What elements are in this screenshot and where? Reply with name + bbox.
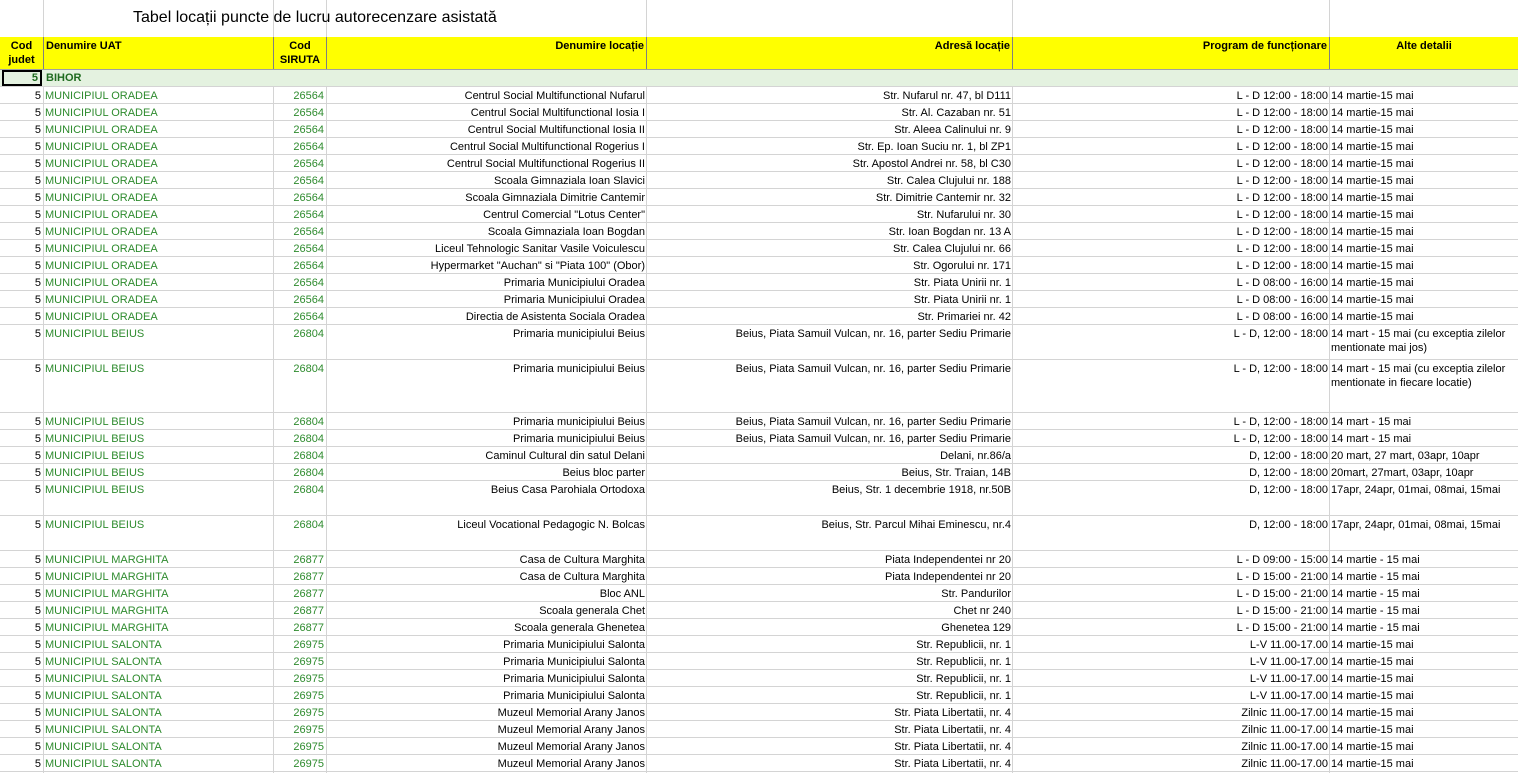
cell-cod-siruta[interactable]: 26804 (293, 416, 324, 428)
cell-cod-judet[interactable]: 5 (34, 158, 41, 170)
cell-denumire-locatie[interactable]: Primaria municipiului Beius (512, 433, 645, 445)
cell-alte-detalii[interactable]: 14 martie-15 mai (1331, 90, 1414, 102)
cell-cod-judet[interactable]: 5 (34, 192, 41, 204)
group-name[interactable]: BIHOR (46, 72, 82, 84)
cell-cod-siruta[interactable]: 26564 (293, 90, 324, 102)
cell-cod-siruta[interactable]: 26804 (293, 450, 324, 462)
cell-denumire-uat[interactable]: MUNICIPIUL MARGHITA (45, 571, 169, 583)
cell-alte-detalii[interactable]: 20mart, 27mart, 03apr, 10apr (1331, 467, 1474, 479)
cell-adresa-locatie[interactable]: Str. Calea Clujului nr. 188 (886, 175, 1011, 187)
cell-adresa-locatie[interactable]: Piata Independentei nr 20 (885, 554, 1011, 566)
cell-program[interactable]: Zilnic 11.00-17.00 (1241, 741, 1328, 753)
cell-alte-detalii[interactable]: 14 martie-15 mai (1331, 707, 1414, 719)
cell-alte-detalii[interactable]: 14 martie - 15 mai (1331, 571, 1420, 583)
table-row (0, 551, 1518, 568)
cell-adresa-locatie[interactable]: Delani, nr.86/a (940, 450, 1011, 462)
cell-program[interactable]: L - D 12:00 - 18:00 (1236, 175, 1328, 187)
table-row (0, 206, 1518, 223)
cell-denumire-uat[interactable]: MUNICIPIUL BEIUS (45, 328, 145, 340)
cell-program[interactable]: D, 12:00 - 18:00 (1249, 519, 1328, 531)
cell-denumire-uat[interactable]: MUNICIPIUL BEIUS (45, 484, 145, 496)
cell-adresa-locatie[interactable]: Str. Piata Libertatii, nr. 4 (894, 707, 1011, 719)
table-row (0, 240, 1518, 257)
cell-cod-judet[interactable]: 5 (34, 673, 41, 685)
cell-denumire-uat[interactable]: MUNICIPIUL SALONTA (45, 758, 162, 770)
cell-program[interactable]: L-V 11.00-17.00 (1249, 656, 1328, 668)
header-cod-judet[interactable]: Cod judet (0, 37, 44, 69)
cell-cod-siruta[interactable]: 26975 (293, 656, 324, 668)
cell-denumire-uat[interactable]: MUNICIPIUL ORADEA (45, 90, 158, 102)
cell-denumire-uat[interactable]: MUNICIPIUL MARGHITA (45, 622, 169, 634)
cell-denumire-locatie[interactable]: Beius bloc parter (562, 467, 645, 479)
cell-denumire-uat[interactable]: MUNICIPIUL ORADEA (45, 175, 158, 187)
cell-denumire-locatie[interactable]: Liceul Vocational Pedagogic N. Bolcas (457, 519, 645, 531)
cell-cod-siruta[interactable]: 26975 (293, 639, 324, 651)
cell-denumire-uat[interactable]: MUNICIPIUL SALONTA (45, 690, 162, 702)
cell-program[interactable]: L - D 15:00 - 21:00 (1236, 605, 1328, 617)
cell-cod-siruta[interactable]: 26564 (293, 209, 324, 221)
cell-denumire-uat[interactable]: MUNICIPIUL ORADEA (45, 311, 158, 323)
table-row (0, 87, 1518, 104)
cell-denumire-locatie[interactable]: Hypermarket "Auchan" si "Piata 100" (Obor) (430, 260, 645, 272)
table-row (0, 274, 1518, 291)
cell-cod-judet[interactable]: 5 (34, 226, 41, 238)
cell-program[interactable]: L - D, 12:00 - 18:00 (1233, 328, 1328, 340)
cell-adresa-locatie[interactable]: Beius, Str. Parcul Mihai Eminescu, nr.4 (821, 519, 1011, 531)
cell-cod-judet[interactable]: 5 (34, 450, 41, 462)
table-row (0, 104, 1518, 121)
cell-cod-judet[interactable]: 5 (34, 311, 41, 323)
cell-denumire-uat[interactable]: MUNICIPIUL BEIUS (45, 467, 145, 479)
cell-denumire-locatie[interactable]: Centrul Social Multifunctional Rogerius II (446, 158, 645, 170)
table-row (0, 155, 1518, 172)
cell-denumire-locatie[interactable]: Primaria municipiului Beius (512, 416, 645, 428)
cell-alte-detalii[interactable]: 14 martie-15 mai (1331, 158, 1414, 170)
cell-alte-detalii[interactable]: 14 martie - 15 mai (1331, 605, 1420, 617)
cell-cod-siruta[interactable]: 26564 (293, 141, 324, 153)
cell-alte-detalii[interactable]: 14 martie-15 mai (1331, 277, 1414, 289)
cell-adresa-locatie[interactable]: Beius, Piata Samuil Vulcan, nr. 16, parter Sediu Primarie (735, 328, 1011, 340)
cell-program[interactable]: L - D 15:00 - 21:00 (1236, 571, 1328, 583)
cell-program[interactable]: L - D 08:00 - 16:00 (1236, 294, 1328, 306)
cell-cod-siruta[interactable]: 26975 (293, 673, 324, 685)
cell-program[interactable]: L - D 12:00 - 18:00 (1236, 226, 1328, 238)
cell-program[interactable]: L - D 12:00 - 18:00 (1236, 209, 1328, 221)
cell-cod-siruta[interactable]: 26877 (293, 622, 324, 634)
cell-denumire-locatie[interactable]: Primaria Municipiului Salonta (503, 673, 645, 685)
table-row (0, 223, 1518, 240)
cell-adresa-locatie[interactable]: Beius, Piata Samuil Vulcan, nr. 16, parter Sediu Primarie (735, 433, 1011, 445)
group-row (0, 70, 1518, 87)
cell-denumire-locatie[interactable]: Centrul Comercial "Lotus Center" (483, 209, 645, 221)
cell-denumire-locatie[interactable]: Liceul Tehnologic Sanitar Vasile Voiculescu (435, 243, 645, 255)
cell-cod-judet[interactable]: 5 (34, 484, 41, 496)
cell-program[interactable]: Zilnic 11.00-17.00 (1241, 758, 1328, 770)
cell-cod-judet[interactable]: 5 (34, 690, 41, 702)
cell-cod-judet[interactable]: 5 (34, 758, 41, 770)
cell-adresa-locatie[interactable]: Str. Piata Libertatii, nr. 4 (894, 741, 1011, 753)
table-row (0, 687, 1518, 704)
cell-denumire-locatie[interactable]: Primaria Municipiului Oradea (503, 294, 645, 306)
cell-denumire-uat[interactable]: MUNICIPIUL ORADEA (45, 277, 158, 289)
cell-adresa-locatie[interactable]: Str. Piata Libertatii, nr. 4 (894, 724, 1011, 736)
cell-cod-siruta[interactable]: 26804 (293, 484, 324, 496)
cell-program[interactable]: L - D 08:00 - 16:00 (1236, 311, 1328, 323)
cell-denumire-uat[interactable]: MUNICIPIUL ORADEA (45, 158, 158, 170)
cell-cod-siruta[interactable]: 26564 (293, 158, 324, 170)
table-row (0, 257, 1518, 274)
cell-cod-siruta[interactable]: 26975 (293, 707, 324, 719)
cell-cod-judet[interactable]: 5 (34, 622, 41, 634)
cell-denumire-locatie[interactable]: Centrul Social Multifunctional Rogerius I (449, 141, 645, 153)
cell-denumire-locatie[interactable]: Directia de Asistenta Sociala Oradea (465, 311, 645, 323)
cell-adresa-locatie[interactable]: Str. Calea Clujului nr. 66 (892, 243, 1011, 255)
table-row (0, 447, 1518, 464)
cell-denumire-locatie[interactable]: Primaria Municipiului Salonta (503, 639, 645, 651)
cell-cod-siruta[interactable]: 26564 (293, 260, 324, 272)
cell-cod-siruta[interactable]: 26804 (293, 433, 324, 445)
cell-adresa-locatie[interactable]: Str. Republicii, nr. 1 (916, 656, 1011, 668)
cell-denumire-locatie[interactable]: Scoala generala Ghenetea (514, 622, 645, 634)
cell-cod-siruta[interactable]: 26564 (293, 243, 324, 255)
table-row (0, 585, 1518, 602)
cell-denumire-locatie[interactable]: Casa de Cultura Marghita (519, 571, 645, 583)
table-row (0, 308, 1518, 325)
cell-cod-judet[interactable]: 5 (34, 328, 41, 340)
table-row (0, 602, 1518, 619)
cell-cod-judet[interactable]: 5 (34, 260, 41, 272)
cell-denumire-locatie[interactable]: Primaria Municipiului Salonta (503, 656, 645, 668)
cell-cod-judet[interactable]: 5 (34, 656, 41, 668)
table-row (0, 738, 1518, 755)
cell-cod-siruta[interactable]: 26975 (293, 741, 324, 753)
cell-program[interactable]: L - D, 12:00 - 18:00 (1233, 363, 1328, 375)
cell-cod-judet[interactable]: 5 (34, 639, 41, 651)
cell-cod-judet[interactable]: 5 (34, 141, 41, 153)
cell-cod-judet[interactable]: 5 (34, 605, 41, 617)
cell-denumire-locatie[interactable]: Muzeul Memorial Arany Janos (497, 724, 645, 736)
cell-adresa-locatie[interactable]: Ghenetea 129 (941, 622, 1011, 634)
header-alte-detalii[interactable]: Alte detalii (1396, 40, 1452, 52)
cell-denumire-uat[interactable]: MUNICIPIUL BEIUS (45, 433, 145, 445)
cell-alte-detalii[interactable]: 14 martie - 15 mai (1331, 622, 1420, 634)
cell-denumire-uat[interactable]: MUNICIPIUL ORADEA (45, 243, 158, 255)
cell-cod-siruta[interactable]: 26877 (293, 588, 324, 600)
cell-alte-detalii[interactable]: 14 martie-15 mai (1331, 639, 1414, 651)
header-denumire-locatie[interactable]: Denumire locație (327, 37, 647, 69)
cell-alte-detalii[interactable]: 14 mart - 15 mai (cu exceptia zilelor mentionate in fiecare locatie) (1331, 363, 1506, 389)
table-row (0, 325, 1518, 360)
cell-alte-detalii[interactable]: 14 martie-15 mai (1331, 294, 1414, 306)
cell-alte-detalii[interactable]: 14 martie-15 mai (1331, 656, 1414, 668)
cell-cod-judet[interactable]: 5 (34, 107, 41, 119)
cell-denumire-locatie[interactable]: Primaria Municipiului Salonta (503, 690, 645, 702)
cell-alte-detalii[interactable]: 14 martie-15 mai (1331, 175, 1414, 187)
cell-alte-detalii[interactable]: 14 martie-15 mai (1331, 192, 1414, 204)
table-row (0, 619, 1518, 636)
cell-cod-siruta[interactable]: 26564 (293, 311, 324, 323)
cell-denumire-locatie[interactable]: Primaria municipiului Beius (512, 328, 645, 340)
cell-cod-siruta[interactable]: 26564 (293, 192, 324, 204)
title-row (0, 0, 1518, 38)
cell-denumire-locatie[interactable]: Centrul Social Multifunctional Iosia I (470, 107, 645, 119)
cell-adresa-locatie[interactable]: Str. Ep. Ioan Suciu nr. 1, bl ZP1 (857, 141, 1011, 153)
cell-program[interactable]: L - D 12:00 - 18:00 (1236, 107, 1328, 119)
cell-adresa-locatie[interactable]: Str. Republicii, nr. 1 (916, 690, 1011, 702)
table-row (0, 138, 1518, 155)
cell-adresa-locatie[interactable]: Chet nr 240 (953, 605, 1011, 617)
cell-program[interactable]: L-V 11.00-17.00 (1249, 673, 1328, 685)
cell-adresa-locatie[interactable]: Str. Ogorului nr. 171 (913, 260, 1011, 272)
cell-alte-detalii[interactable]: 14 mart - 15 mai (1331, 433, 1412, 445)
cell-cod-siruta[interactable]: 26564 (293, 107, 324, 119)
cell-alte-detalii[interactable]: 14 mart - 15 mai (1331, 416, 1412, 428)
cell-denumire-locatie[interactable]: Centrul Social Multifunctional Iosia II (467, 124, 645, 136)
cell-denumire-uat[interactable]: MUNICIPIUL SALONTA (45, 639, 162, 651)
cell-denumire-locatie[interactable]: Beius Casa Parohiala Ortodoxa (490, 484, 645, 496)
cell-denumire-uat[interactable]: MUNICIPIUL BEIUS (45, 450, 145, 462)
cell-adresa-locatie[interactable]: Str. Republicii, nr. 1 (916, 639, 1011, 651)
cell-cod-judet[interactable]: 5 (34, 90, 41, 102)
cell-program[interactable]: L - D 15:00 - 21:00 (1236, 588, 1328, 600)
cell-denumire-uat[interactable]: MUNICIPIUL SALONTA (45, 656, 162, 668)
cell-alte-detalii[interactable]: 14 martie-15 mai (1331, 260, 1414, 272)
cell-denumire-uat[interactable]: MUNICIPIUL ORADEA (45, 226, 158, 238)
cell-cod-siruta[interactable]: 26564 (293, 294, 324, 306)
cell-cod-judet[interactable]: 5 (34, 363, 41, 375)
cell-program[interactable]: L-V 11.00-17.00 (1249, 639, 1328, 651)
cell-program[interactable]: L - D 09:00 - 15:00 (1236, 554, 1328, 566)
cell-alte-detalii[interactable]: 14 martie-15 mai (1331, 141, 1414, 153)
cell-adresa-locatie[interactable]: Str. Aleea Calinului nr. 9 (894, 124, 1011, 136)
cell-alte-detalii[interactable]: 17apr, 24apr, 01mai, 08mai, 15mai (1331, 519, 1501, 531)
cell-denumire-locatie[interactable]: Bloc ANL (599, 588, 645, 600)
cell-denumire-locatie[interactable]: Scoala Gimnaziala Ioan Bogdan (487, 226, 645, 238)
cell-denumire-locatie[interactable]: Centrul Social Multifunctional Nufarul (464, 90, 645, 102)
cell-alte-detalii[interactable]: 17apr, 24apr, 01mai, 08mai, 15mai (1331, 484, 1501, 496)
cell-alte-detalii[interactable]: 14 martie-15 mai (1331, 209, 1414, 221)
cell-program[interactable]: L - D 12:00 - 18:00 (1236, 192, 1328, 204)
cell-cod-judet[interactable]: 5 (34, 209, 41, 221)
cell-adresa-locatie[interactable]: Beius, Piata Samuil Vulcan, nr. 16, parter Sediu Primarie (735, 416, 1011, 428)
cell-denumire-locatie[interactable]: Muzeul Memorial Arany Janos (497, 707, 645, 719)
table-row (0, 464, 1518, 481)
cell-denumire-uat[interactable]: MUNICIPIUL MARGHITA (45, 588, 169, 600)
cell-cod-judet[interactable]: 5 (34, 724, 41, 736)
header-program[interactable]: Program de funcționare (1013, 37, 1330, 69)
cell-adresa-locatie[interactable]: Str. Apostol Andrei nr. 58, bl C30 (852, 158, 1011, 170)
cell-cod-judet[interactable]: 5 (34, 588, 41, 600)
cell-alte-detalii[interactable]: 14 martie-15 mai (1331, 124, 1414, 136)
table-row (0, 636, 1518, 653)
cell-denumire-uat[interactable]: MUNICIPIUL SALONTA (45, 707, 162, 719)
cell-denumire-locatie[interactable]: Muzeul Memorial Arany Janos (497, 741, 645, 753)
cell-cod-judet[interactable]: 5 (34, 571, 41, 583)
table-row (0, 360, 1518, 413)
cell-alte-detalii[interactable]: 14 martie-15 mai (1331, 758, 1414, 770)
cell-program[interactable]: Zilnic 11.00-17.00 (1241, 707, 1328, 719)
cell-program[interactable]: L - D 12:00 - 18:00 (1236, 90, 1328, 102)
cell-cod-siruta[interactable]: 26564 (293, 277, 324, 289)
cell-adresa-locatie[interactable]: Str. Primariei nr. 42 (917, 311, 1011, 323)
table-row (0, 755, 1518, 772)
table-row (0, 121, 1518, 138)
table-row (0, 670, 1518, 687)
cell-cod-judet[interactable]: 5 (34, 707, 41, 719)
cell-cod-siruta[interactable]: 26975 (293, 690, 324, 702)
cell-alte-detalii[interactable]: 14 martie-15 mai (1331, 311, 1414, 323)
cell-denumire-uat[interactable]: MUNICIPIUL MARGHITA (45, 554, 169, 566)
cell-denumire-uat[interactable]: MUNICIPIUL SALONTA (45, 741, 162, 753)
cell-alte-detalii[interactable]: 14 martie-15 mai (1331, 741, 1414, 753)
cell-alte-detalii[interactable]: 14 martie - 15 mai (1331, 554, 1420, 566)
cell-cod-judet[interactable]: 5 (34, 175, 41, 187)
cell-alte-detalii[interactable]: 14 martie-15 mai (1331, 690, 1414, 702)
cell-adresa-locatie[interactable]: Str. Piata Libertatii, nr. 4 (894, 758, 1011, 770)
cell-program[interactable]: L - D 12:00 - 18:00 (1236, 260, 1328, 272)
cell-cod-siruta[interactable]: 26877 (293, 571, 324, 583)
cell-alte-detalii[interactable]: 14 mart - 15 mai (cu exceptia zilelor mentionate mai jos) (1331, 328, 1506, 354)
cell-denumire-locatie[interactable]: Casa de Cultura Marghita (519, 554, 645, 566)
cell-denumire-uat[interactable]: MUNICIPIUL ORADEA (45, 192, 158, 204)
header-denumire-uat[interactable]: Denumire UAT (44, 37, 274, 69)
cell-program[interactable]: L-V 11.00-17.00 (1249, 690, 1328, 702)
cell-adresa-locatie[interactable]: Str. Piata Unirii nr. 1 (913, 294, 1011, 306)
cell-adresa-locatie[interactable]: Str. Ioan Bogdan nr. 13 A (888, 226, 1011, 238)
cell-program[interactable]: L - D, 12:00 - 18:00 (1233, 416, 1328, 428)
table-row (0, 721, 1518, 738)
cell-denumire-locatie[interactable]: Scoala Gimnaziala Dimitrie Cantemir (465, 192, 645, 204)
cell-denumire-uat[interactable]: MUNICIPIUL SALONTA (45, 673, 162, 685)
header-cod-siruta[interactable]: Cod SIRUTA (274, 37, 327, 69)
table-row (0, 481, 1518, 516)
table-row (0, 704, 1518, 721)
cell-denumire-uat[interactable]: MUNICIPIUL BEIUS (45, 519, 145, 531)
cell-denumire-uat[interactable]: MUNICIPIUL BEIUS (45, 416, 145, 428)
cell-adresa-locatie[interactable]: Str. Piata Unirii nr. 1 (913, 277, 1011, 289)
cell-alte-detalii[interactable]: 20 mart, 27 mart, 03apr, 10apr (1331, 450, 1480, 462)
cell-cod-siruta[interactable]: 26804 (293, 328, 324, 340)
cell-program[interactable]: D, 12:00 - 18:00 (1249, 450, 1328, 462)
cell-cod-judet[interactable]: 5 (34, 243, 41, 255)
cell-denumire-uat[interactable]: MUNICIPIUL ORADEA (45, 260, 158, 272)
cell-cod-siruta[interactable]: 26877 (293, 554, 324, 566)
cell-cod-siruta[interactable]: 26564 (293, 226, 324, 238)
cell-adresa-locatie[interactable]: Beius, Piata Samuil Vulcan, nr. 16, parter Sediu Primarie (735, 363, 1011, 375)
table-row (0, 568, 1518, 585)
table-row (0, 172, 1518, 189)
cell-alte-detalii[interactable]: 14 martie-15 mai (1331, 724, 1414, 736)
cell-denumire-locatie[interactable]: Primaria Municipiului Oradea (503, 277, 645, 289)
cell-cod-siruta[interactable]: 26975 (293, 724, 324, 736)
cell-adresa-locatie[interactable]: Str. Republicii, nr. 1 (916, 673, 1011, 685)
cell-denumire-locatie[interactable]: Caminul Cultural din satul Delani (485, 450, 645, 462)
cell-adresa-locatie[interactable]: Piata Independentei nr 20 (885, 571, 1011, 583)
cell-cod-judet[interactable]: 5 (34, 741, 41, 753)
cell-adresa-locatie[interactable]: Str. Nufarul nr. 47, bl D111 (883, 90, 1011, 102)
cell-program[interactable]: L - D 12:00 - 18:00 (1236, 243, 1328, 255)
cell-denumire-uat[interactable]: MUNICIPIUL ORADEA (45, 141, 158, 153)
cell-denumire-uat[interactable]: MUNICIPIUL ORADEA (45, 294, 158, 306)
cell-cod-judet[interactable]: 5 (34, 554, 41, 566)
cell-cod-judet[interactable]: 5 (34, 467, 41, 479)
cell-adresa-locatie[interactable]: Str. Pandurilor (941, 588, 1011, 600)
cell-cod-judet[interactable]: 5 (34, 124, 41, 136)
header-row (0, 37, 1518, 70)
cell-cod-siruta[interactable]: 26804 (293, 519, 324, 531)
cell-adresa-locatie[interactable]: Str. Al. Cazaban nr. 51 (901, 107, 1011, 119)
cell-alte-detalii[interactable]: 14 martie-15 mai (1331, 107, 1414, 119)
cell-cod-siruta[interactable]: 26877 (293, 605, 324, 617)
cell-denumire-locatie[interactable]: Scoala Gimnaziala Ioan Slavici (493, 175, 645, 187)
cell-cod-judet[interactable]: 5 (34, 519, 41, 531)
cell-cod-siruta[interactable]: 26975 (293, 758, 324, 770)
cell-denumire-uat[interactable]: MUNICIPIUL ORADEA (45, 209, 158, 221)
table-row (0, 653, 1518, 670)
cell-denumire-uat[interactable]: MUNICIPIUL ORADEA (45, 107, 158, 119)
cell-program[interactable]: L - D 12:00 - 18:00 (1236, 141, 1328, 153)
cell-program[interactable]: L - D, 12:00 - 18:00 (1233, 433, 1328, 445)
cell-adresa-locatie[interactable]: Str. Nufarului nr. 30 (916, 209, 1011, 221)
table-row (0, 430, 1518, 447)
cell-adresa-locatie[interactable]: Str. Dimitrie Cantemir nr. 32 (875, 192, 1011, 204)
cell-alte-detalii[interactable]: 14 martie-15 mai (1331, 243, 1414, 255)
selected-cell[interactable]: 5 (2, 70, 42, 86)
cell-cod-siruta[interactable]: 26804 (293, 363, 324, 375)
cell-cod-siruta[interactable]: 26804 (293, 467, 324, 479)
cell-cod-judet[interactable]: 5 (34, 294, 41, 306)
table-body (0, 87, 1518, 772)
table-row (0, 516, 1518, 551)
cell-program[interactable]: L - D 15:00 - 21:00 (1236, 622, 1328, 634)
cell-adresa-locatie[interactable]: Beius, Str. 1 decembrie 1918, nr.50B (831, 484, 1011, 496)
cell-denumire-uat[interactable]: MUNICIPIUL SALONTA (45, 724, 162, 736)
cell-cod-judet[interactable]: 5 (34, 433, 41, 445)
cell-cod-judet[interactable]: 5 (34, 416, 41, 428)
cell-denumire-uat[interactable]: MUNICIPIUL MARGHITA (45, 605, 169, 617)
sheet-title[interactable]: Tabel locații puncte de lucru autorecenzare asistată (133, 9, 497, 26)
cell-program[interactable]: Zilnic 11.00-17.00 (1241, 724, 1328, 736)
cell-alte-detalii[interactable]: 14 martie-15 mai (1331, 226, 1414, 238)
cell-cod-siruta[interactable]: 26564 (293, 124, 324, 136)
cell-alte-detalii[interactable]: 14 martie-15 mai (1331, 673, 1414, 685)
cell-program[interactable]: L - D 12:00 - 18:00 (1236, 124, 1328, 136)
cell-denumire-uat[interactable]: MUNICIPIUL ORADEA (45, 124, 158, 136)
cell-program[interactable]: D, 12:00 - 18:00 (1249, 484, 1328, 496)
cell-cod-judet[interactable]: 5 (34, 277, 41, 289)
table-row (0, 189, 1518, 206)
cell-denumire-locatie[interactable]: Primaria municipiului Beius (512, 363, 645, 375)
cell-program[interactable]: L - D 08:00 - 16:00 (1236, 277, 1328, 289)
cell-adresa-locatie[interactable]: Beius, Str. Traian, 14B (901, 467, 1011, 479)
cell-denumire-locatie[interactable]: Muzeul Memorial Arany Janos (497, 758, 645, 770)
table-row (0, 413, 1518, 430)
cell-alte-detalii[interactable]: 14 martie - 15 mai (1331, 588, 1420, 600)
cell-cod-siruta[interactable]: 26564 (293, 175, 324, 187)
cell-program[interactable]: L - D 12:00 - 18:00 (1236, 158, 1328, 170)
header-adresa-locatie[interactable]: Adresă locație (647, 37, 1013, 69)
cell-program[interactable]: D, 12:00 - 18:00 (1249, 467, 1328, 479)
cell-denumire-locatie[interactable]: Scoala generala Chet (539, 605, 645, 617)
table-row (0, 291, 1518, 308)
cell-denumire-uat[interactable]: MUNICIPIUL BEIUS (45, 363, 145, 375)
